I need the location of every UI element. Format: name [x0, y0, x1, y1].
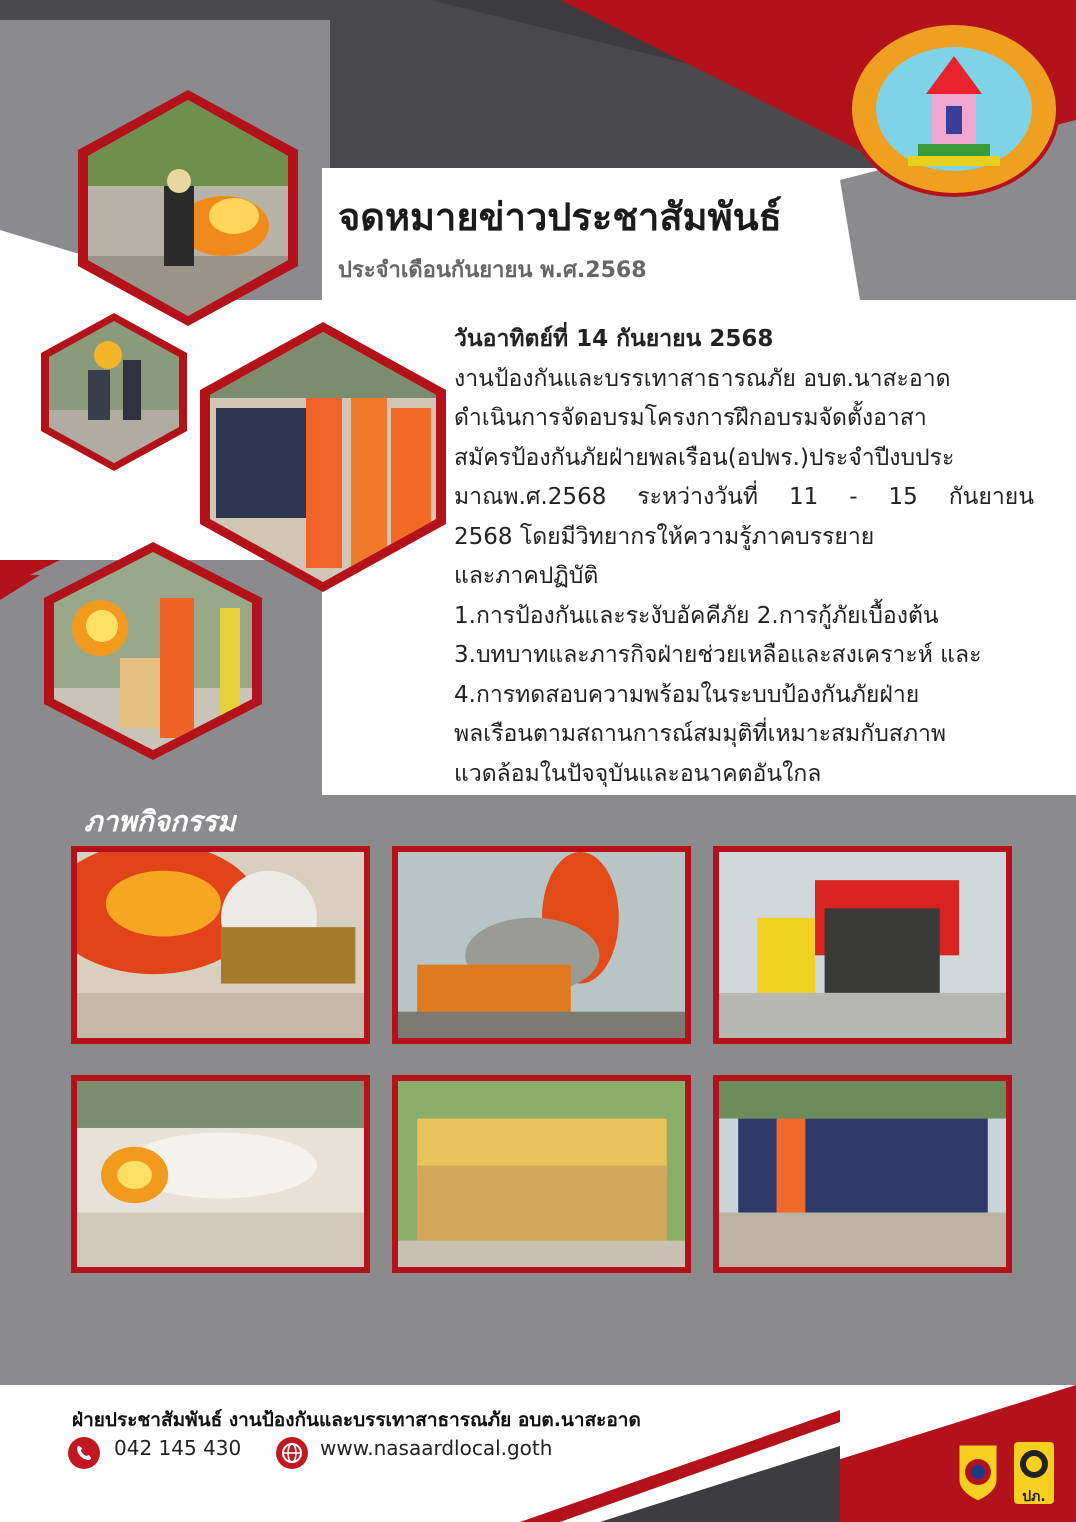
thai-pavilion-seal	[846, 20, 1062, 198]
article-word: กันยายน	[948, 484, 1034, 510]
article-line: และภาคปฏิบัติ	[454, 563, 599, 589]
article-line: สมัครป้องกันภัยฝ่ายพลเรือน(อปพร.)ประจำปีงบประ	[454, 444, 955, 471]
dpm-badge-label: ปภ.	[1022, 1489, 1046, 1505]
gallery-photo	[71, 846, 370, 1044]
gallery-title: ภาพกิจกรรม	[84, 805, 236, 838]
article-word: ระหว่างวันที่	[637, 484, 759, 510]
article-line: แวดล้อมในปัจจุบันและอนาคตอันใกล	[454, 760, 822, 787]
hex-photo-fire-demo	[74, 86, 302, 330]
article-justified-line	[454, 478, 1034, 518]
gallery-photo	[713, 846, 1012, 1044]
page-title: จดหมายข่าวประชาสัมพันธ์	[338, 195, 782, 239]
phone-number: 042 145 430	[114, 1436, 242, 1460]
gallery-photo	[392, 1075, 691, 1273]
article-line: 4.การทดสอบความพร้อมในระบบป้องกันภัยฝ่าย	[454, 681, 920, 708]
disaster-shield-badge	[954, 1440, 1002, 1506]
phone-icon	[68, 1437, 100, 1469]
footer-title: ฝ่ายประชาสัมพันธ์ งานป้องกันและบรรเทาสาธารณภัย อบต.นาสะอาด	[72, 1409, 641, 1431]
gallery-photo	[71, 1075, 370, 1273]
website-url[interactable]: www.nasaardlocal.goth	[320, 1436, 553, 1460]
article-word: 15	[888, 484, 918, 510]
article-date: วันอาทิตย์ที่ 14 กันยายน 2568	[454, 326, 774, 352]
hex-photo-fire-practice	[40, 538, 266, 764]
article-line: งานป้องกันและบรรเทาสาธารณภัย อบต.นาสะอาด	[454, 365, 951, 392]
gallery-photo	[713, 1075, 1012, 1273]
article-line: พลเรือนตามสถานการณ์สมมุติที่เหมาะสมกับสภาพ	[454, 721, 947, 747]
article-line: 2568 โดยมีวิทยากรให้ความรู้ภาคบรรยาย	[454, 523, 875, 550]
article-line: 1.การป้องกันและระงับอัคคีภัย 2.การกู้ภัยเบื้องต้น	[454, 602, 939, 629]
article-word: -	[849, 484, 858, 510]
article-word: มาณพ.ศ.2568	[454, 484, 607, 510]
article-line: ดำเนินการจัดอบรมโครงการฝึกอบรมจัดตั้งอาสา	[454, 405, 927, 431]
article-body	[454, 320, 1034, 794]
article-word: 11	[788, 484, 819, 510]
globe-icon	[276, 1437, 308, 1469]
page-subtitle: ประจำเดือนกันยายน พ.ศ.2568	[338, 258, 647, 283]
article-line: 3.บทบาทและภารกิจฝ่ายช่วยเหลือและสงเคราะห์ และ	[454, 642, 982, 668]
gallery-photo	[392, 846, 691, 1044]
hex-photo-training-group	[38, 310, 190, 474]
